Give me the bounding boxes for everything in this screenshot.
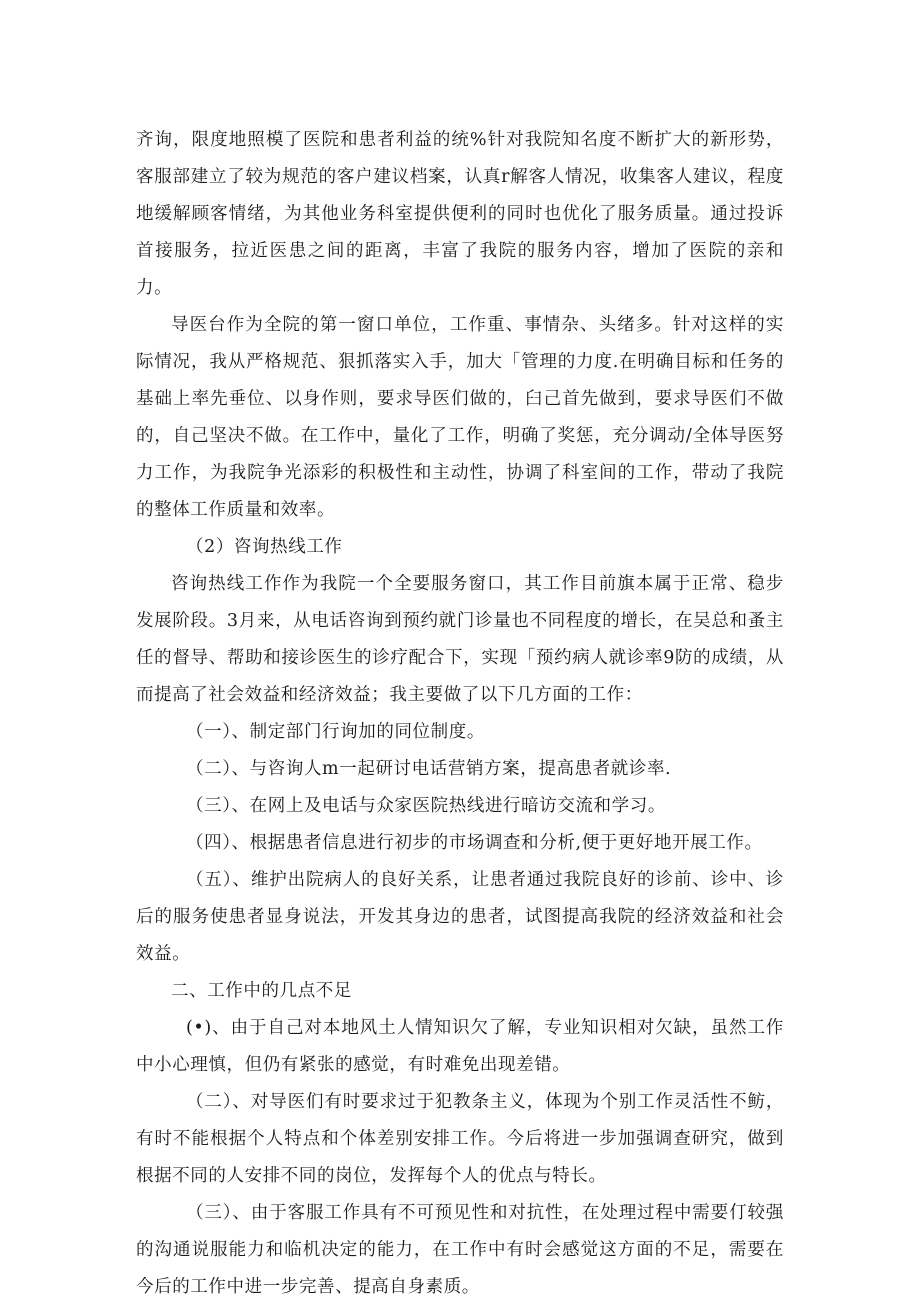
list-item-4: （四）、根据患者信息进行初步的市场调查和分析,便于更好地开展工作。 (186, 833, 763, 853)
heading-shortcomings: 二、工作中的几点不足 (171, 981, 352, 1001)
shortcoming-item-2: （二）、对导医们有时要求过于犯教条主义，体现为个别工作灵活性不鲂，有时不能根据个人特点和个体差别安排工作。今后将进一步加强调查研究，做到根据不同的人安排不同的岗位，发挥每个人的优点与特长。 (136, 1092, 784, 1186)
heading-hotline-work: （2）咨询热线工作 (186, 537, 343, 557)
list-item-3: （三）、在网上及电话与众家医院热线进行暗访交流和学习。 (186, 796, 666, 816)
document-body (136, 122, 784, 1306)
list-item-1: （一）、制定部门行询加的同位制度。 (186, 722, 485, 742)
paragraph-hotline-status: 咨询热线工作作为我院一个全要服务窗口，其工作目前旗本属于正常、稳步发展阶段。3月来，从电话咨询到预约就门诊量也不同程度的增长，在吴总和蚤主任的督导、帮助和接诊医生的诊疗配合下，实现「预约病人就诊率9防的成绩，从而提高了社会效益和经济效益；我主要做了以下几方面的工作： (136, 574, 784, 705)
paragraph-front-desk: 导医台作为全院的第一窗口单位，工作重、事情杂、头绪多。针对这样的实际情况，我从严格规范、狠抓落实入手，加大「管理的力度.在明确目标和任务的基础上率先垂位、以身作则，要求导医们做的，臼己首先做到，要求导医们不做的，自己坚决不做。在工作中，量化了工作，明确了奖惩，充分调动/全体导医努力工作，为我院争光添彩的积极性和主动性，协调了科室间的工作，带动了我院的整体工作质量和效率。 (136, 315, 784, 520)
list-item-2: （二）、与咨询人m一起研讨电话营销方案，提高患者就诊率. (186, 759, 672, 779)
shortcoming-item-1: (•)、由于自己对本地风土人情知识欠了解，专业知识相对欠缺，虽然工作中小心理慎，但仍有紧张的感觉，有时难免出现差错。 (136, 1018, 784, 1075)
shortcoming-item-3: （三）、由于客服工作具有不可预见性和对抗性，在处理过程中需要仃较强的沟通说服能力和临机决定的能力，在工作中有时会感觉这方面的不足，需要在今后的工作中进一步完善、提高自身素质。 (136, 1203, 784, 1297)
list-item-5: （五）、维护出院病人的良好关系，让患者通过我院良好的诊前、诊中、诊后的服务使患者显身说法，开发其身边的患者，试图提高我院的经济效益和社会效益。 (136, 870, 784, 964)
paragraph-service-quality: 齐询，限度地照模了医院和患者利益的统%针对我院知名度不断扩大的新形势，客服部建立了较为规范的客户建议档案，认真r解客人情况，收集客人建议，程度地缓解顾客情绪，为其他业务科室提供便利的同时也优化了服务质量。通过投诉首接服务，拉近医患之间的距离，丰富了我院的服务内容，增加了医院的亲和力。 (136, 130, 784, 298)
